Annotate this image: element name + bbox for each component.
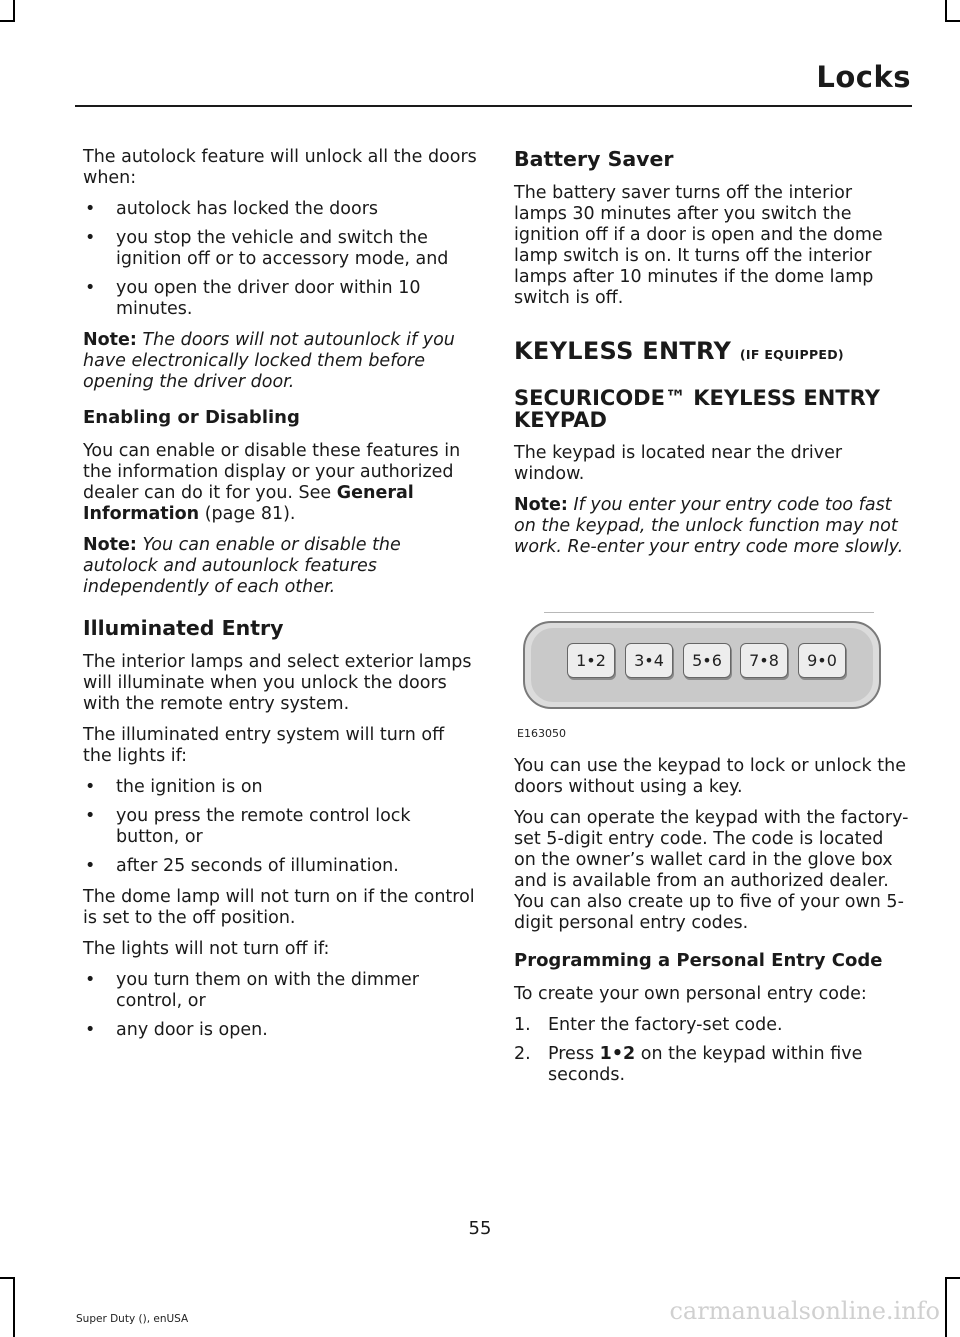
crop-mark <box>13 1277 15 1337</box>
programming-steps <box>514 1015 909 1086</box>
heading-illuminated-entry: Illuminated Entry <box>83 616 284 640</box>
general-information-link[interactable]: General Information <box>83 483 414 524</box>
crop-mark <box>13 0 15 22</box>
crop-mark <box>945 20 960 22</box>
keypad-button-3-4: 3•4 <box>625 643 673 678</box>
autolock-intro: The autolock feature will unlock all the doors when: <box>83 147 477 188</box>
heading-battery-saver: Battery Saver <box>514 147 674 171</box>
list-item: • you stop the vehicle and switch the ignition off or to accessory mode, and <box>85 228 449 269</box>
programming-intro: To create your own personal entry code: <box>514 984 867 1004</box>
keypad-illustration <box>514 598 909 738</box>
bullet: • <box>85 228 96 248</box>
keypad-button-9-0: 9•0 <box>798 643 846 678</box>
heading-keyless-entry: KEYLESS ENTRY (IF EQUIPPED) <box>514 337 844 365</box>
heading-securicode-keypad: SECURICODE™ KEYLESS ENTRY KEYPAD <box>514 386 880 432</box>
unlock-conditions-list <box>83 199 478 320</box>
keypad-button-5-6: 5•6 <box>683 643 731 678</box>
keypad-button-7-8: 7•8 <box>740 643 788 678</box>
illuminated-p1: The interior lamps and select exterior lamps will illuminate when you unlock the doors with the remote entry system. <box>83 652 472 714</box>
turn-off-conditions-list <box>83 777 478 877</box>
bullet: • <box>85 970 96 990</box>
heading-enabling: Enabling or Disabling <box>83 407 300 428</box>
bullet: • <box>85 777 96 797</box>
crop-mark <box>945 1277 947 1337</box>
footer-doc-info: Super Duty (), enUSA <box>76 1313 189 1325</box>
bullet: • <box>85 806 96 826</box>
list-item: • you press the remote control lock button, or <box>85 806 411 847</box>
crop-mark <box>945 0 947 22</box>
enabling-text: You can enable or disable these features in the information display or your authorized dealer can do it for you. See General Information (page 81). <box>83 441 461 524</box>
keypad-button-1-2: 1•2 <box>567 643 615 678</box>
list-item: • you open the driver door within 10 minutes. <box>85 278 421 319</box>
keypad-location: The keypad is located near the driver window. <box>514 443 843 484</box>
keypad-usage: You can use the keypad to lock or unlock the doors without using a key. <box>514 756 906 797</box>
crop-mark <box>945 1277 960 1279</box>
figure-id: E163050 <box>517 727 566 740</box>
left-column <box>83 147 478 1051</box>
page-number: 55 <box>468 1218 492 1239</box>
list-item: • the ignition is on <box>85 777 263 797</box>
crop-mark <box>0 20 15 22</box>
illuminated-p2: The illuminated entry system will turn off the lights if: <box>83 725 445 766</box>
heading-programming-code: Programming a Personal Entry Code <box>514 950 883 971</box>
bullet: • <box>85 1020 96 1040</box>
bullet: • <box>85 278 96 298</box>
list-item: 1. Enter the factory-set code. <box>514 1015 783 1035</box>
list-item: • you turn them on with the dimmer control, or <box>85 970 419 1011</box>
bullet: • <box>85 199 96 219</box>
list-item: • autolock has locked the doors <box>85 199 379 219</box>
watermark: carmanualsonline.info <box>669 1297 940 1325</box>
page-title: Locks <box>816 60 911 94</box>
list-item: • any door is open. <box>85 1020 268 1040</box>
right-column <box>514 147 909 1094</box>
note-independent: Note: You can enable or disable the autolock and autounlock features independently of each other. <box>83 535 401 597</box>
note-entry-speed: Note: If you enter your entry code too fast on the keypad, the unlock function may not work. Re-enter your entry code more slowly. <box>514 495 904 557</box>
battery-saver-text: The battery saver turns off the interior lamps 30 minutes after you switch the ignition off if a door is open and the dome lamp switch is on. It turns off the interior lamps after 10 minutes if the dome lamp switch is off. <box>514 183 883 308</box>
illuminated-p4: The lights will not turn off if: <box>83 939 330 959</box>
illuminated-p3: The dome lamp will not turn on if the control is set to the off position. <box>83 887 475 928</box>
note-autounlock: Note: The doors will not autounlock if you have electronically locked them before opening the driver door. <box>83 330 455 392</box>
factory-code-info: You can operate the keypad with the factory-set 5-digit entry code. The code is located on the owner’s wallet card in the glove box and is available from an authorized dealer. You can also create up to five of your own 5-digit personal entry codes. <box>514 808 909 933</box>
door-trim-line <box>544 612 874 613</box>
list-item: • after 25 seconds of illumination. <box>85 856 399 876</box>
bullet: • <box>85 856 96 876</box>
stay-on-conditions-list <box>83 970 478 1041</box>
list-item: 2. Press 1•2 on the keypad within five seconds. <box>514 1044 863 1085</box>
crop-mark <box>0 1277 15 1279</box>
header-rule <box>75 105 912 107</box>
